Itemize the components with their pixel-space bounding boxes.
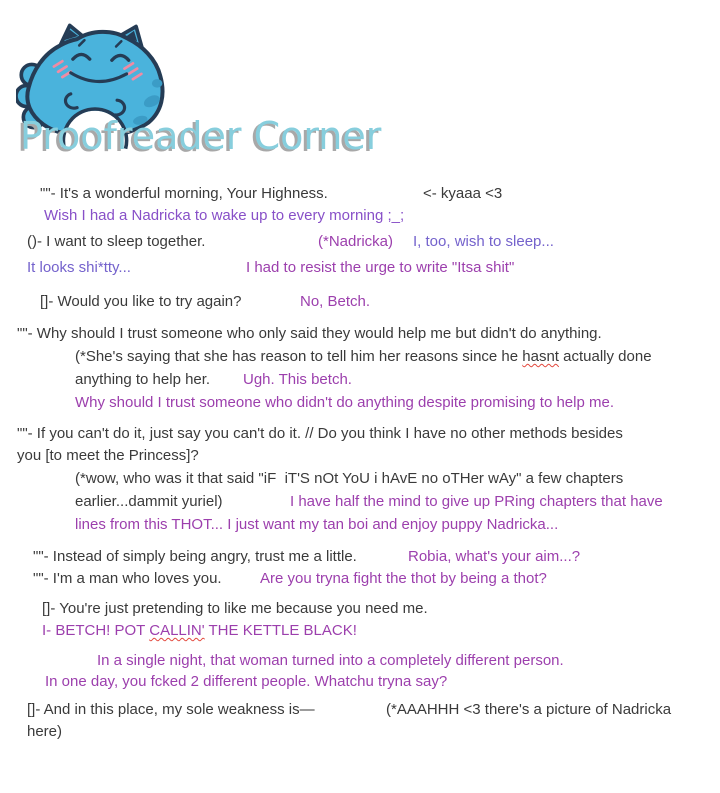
pr-comment-text: THE KETTLE BLACK! [204,622,357,639]
dialogue-line: []- And in this place, my sole weakness is— [27,701,315,718]
pr-comment: In a single night, that woman turned into a completely different person. [97,652,564,669]
pr-comment [42,621,357,640]
dialogue-line: []- Would you like to try again? [40,293,242,310]
pr-note: (*wow, who was it that said "iF iT'S nOt YoU i hAvE no oTHer wAy" a few chapters [75,470,624,487]
pr-note: anything to help her. [75,371,211,388]
pr-comment: here) [27,723,63,740]
dialogue-line: ()- I want to sleep together. [27,233,206,250]
dialogue-line: you [to meet the Princess]? [17,447,199,464]
pr-comment: Robia, what's your aim...? [408,548,581,565]
pr-comment: I had to resist the urge to write "Itsa shit" [246,259,515,276]
pr-comment: Ugh. This betch. [243,371,352,388]
pr-comment: lines from this THOT... I just want my tan boi and enjoy puppy Nadricka... [75,516,559,533]
pr-comment: (*Nadricka) [318,233,394,250]
dialogue-line: []- You're just pretending to like me because you need me. [42,600,428,617]
pr-note-text: (*She's saying that she has reason to tell him her reasons since he [75,348,523,365]
pr-comment: (*AAAHHH <3 there's a picture of Nadricka [386,701,672,718]
pr-comment: No, Betch. [300,293,371,310]
misspelled-word: hasnt [522,348,559,365]
pr-comment: I have half the mind to give up PRing chapters that have [290,493,663,510]
pr-comment: Wish I had a Nadricka to wake up to every morning ;_; [44,207,405,224]
pr-note-text: actually done [558,348,652,365]
pr-comment: I, too, wish to sleep... [413,233,554,250]
pr-comment: It looks shi*tty... [27,259,131,276]
pr-comment: Why should I trust someone who didn't do anything despite promising to help me. [75,394,614,411]
dialogue-line: ""- Instead of simply being angry, trust me a little. [33,548,357,565]
misspelled-word: CALLIN' [149,622,205,639]
dialogue-line: ""- Why should I trust someone who only said they would help me but didn't do anything. [17,325,602,342]
dialogue-line: ""- It's a wonderful morning, Your Highness. [40,185,328,202]
pr-comment: In one day, you fcked 2 different people. Whatchu tryna say? [45,673,448,690]
dialogue-line: ""- I'm a man who loves you. [33,570,222,587]
page-title: Proofreader Corner [20,114,382,158]
pr-note [75,347,652,366]
pr-comment: Are you tryna fight the thot by being a thot? [260,570,547,587]
dialogue-line: ""- If you can't do it, just say you can't do it. // Do you think I have no other methods besides [17,425,623,442]
pr-note: earlier...dammit yuriel) [75,493,223,510]
pr-comment-text: I- BETCH! POT [42,622,150,639]
pr-comment: <- kyaaa <3 [423,185,503,202]
